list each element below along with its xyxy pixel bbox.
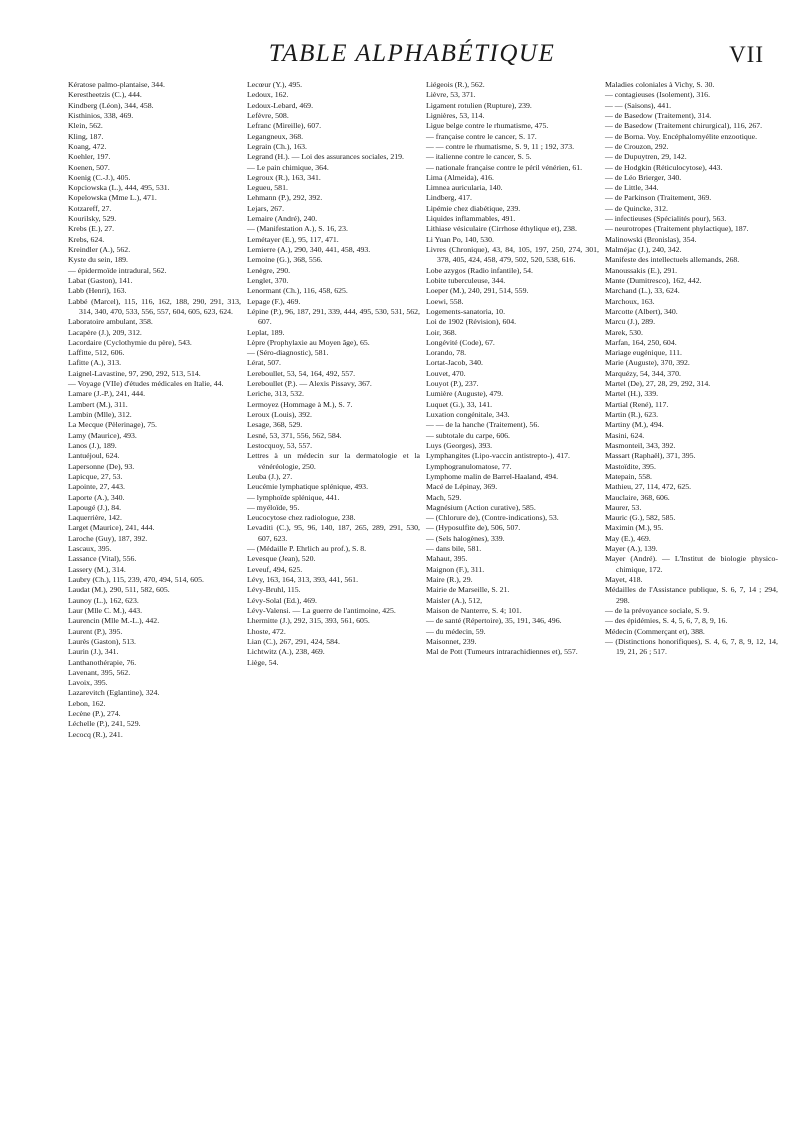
index-entry: Mayer (André). — L'Institut de biologie physico-chimique, 172. [605, 554, 778, 574]
page-title: TABLE ALPHABÉTIQUE [268, 40, 556, 67]
index-columns [68, 80, 780, 1140]
index-entry: Médailles de l'Assistance publique, S. 6, 7, 14 ; 294, 298. [605, 585, 778, 605]
index-entry: Maladies coloniales à Vichy, S. 30. [605, 80, 715, 89]
index-entry: Labbé (Marcel), 115, 116, 162, 188, 290, 291, 313, 314, 340, 470, 533, 556, 557, 604, 605, 623, 624. [68, 296, 241, 316]
index-entry: Laporte (A.), 340. [68, 492, 125, 502]
index-entry: Kopciowska (L.), 444, 495, 531. [68, 183, 170, 193]
index-entry: Kourilsky, 529. [68, 214, 117, 224]
index-entry: Marchoux, 163. [605, 296, 655, 306]
index-entry: Leucocytose chez radiologue, 238. [247, 513, 356, 523]
index-entry: — du médecin, 59. [426, 626, 486, 636]
index-entry: Lassance (Vital), 556. [68, 554, 137, 564]
index-entry: Malinowski (Bronislas), 354. [605, 234, 697, 244]
index-entry: Mathieu, 27, 114, 472, 625. [605, 482, 692, 492]
index-entry: Laquerrière, 142. [68, 513, 122, 523]
index-entry: Louvet, 470. [426, 368, 466, 378]
index-entry: Kisthinios, 338, 469. [68, 110, 134, 120]
index-entry: Livres (Chronique), 43, 84, 105, 197, 250, 274, 301, 378, 405, 424, 458, 479, 502, 520, 538, 616. [426, 245, 599, 265]
index-entry: Loir, 368. [426, 327, 457, 337]
index-entry: Lehmann (P.), 292, 392. [247, 193, 323, 203]
index-entry: Kindberg (Léon), 344, 458. [68, 100, 154, 110]
index-entry: Léchelle (P.), 241, 529. [68, 719, 141, 729]
index-entry: Loeper (M.), 240, 291, 514, 559. [426, 286, 529, 296]
page-header [60, 40, 764, 76]
index-entry: Manifeste des intellectuels allemands, 268. [605, 255, 740, 265]
index-entry: Mayet, 418. [605, 575, 643, 584]
index-entry: Lorando, 78. [426, 348, 467, 358]
index-entry: Labat (Gaston), 141. [68, 275, 133, 285]
index-entry: Lemétayer (E.), 95, 117, 471. [247, 234, 339, 244]
index-entry: — de Basedow (Traitement), 314. [605, 110, 712, 120]
index-entry: Lesage, 368, 529. [247, 420, 303, 430]
index-column-4 [605, 80, 778, 1140]
index-entry: — Le pain chimique, 364. [247, 162, 329, 172]
index-entry: Mante (Dumitresco), 162, 442. [605, 275, 702, 285]
index-entry: Liège, 54. [247, 657, 279, 667]
index-entry: — dans bile, 581. [426, 544, 482, 554]
index-entry: Ligue belge contre le rhumatisme, 475. [426, 121, 549, 131]
index-entry: Lamy (Maurice), 493. [68, 430, 137, 440]
index-entry: — (Distinctions honorifiques), S. 4, 6, 7, 8, 9, 12, 14, 19, 21, 26 ; 517. [605, 636, 778, 657]
index-entry: Lévy-Bruhl, 115. [247, 585, 301, 595]
index-entry: Kling, 187. [68, 131, 104, 141]
index-entry: — italienne contre le cancer, S. 5. [426, 152, 532, 162]
index-entry: Leroux (Louis), 392. [247, 410, 312, 419]
index-entry: Maximin (M.), 95. [605, 523, 664, 533]
index-column-1 [68, 80, 241, 1140]
index-entry: — — de la hanche (Traitement), 56. [426, 420, 540, 430]
page-number: VII [729, 42, 764, 67]
index-entry: Luys (Georges), 393. [426, 440, 493, 450]
index-entry: Marek, 530. [605, 327, 643, 337]
index-entry: Lapicque, 27, 53. [68, 471, 123, 481]
index-entry: Legueu, 581. [247, 183, 288, 193]
index-entry: — de Basedow (Traitement chirurgical), 116, 267. [605, 121, 763, 131]
index-entry: Lavoix, 395. [68, 678, 108, 688]
index-entry: — de Quincke, 312. [605, 203, 669, 213]
index-entry: Kerestheetzis (C.), 444. [68, 90, 142, 100]
index-entry: Kotzareff, 27. [68, 203, 112, 213]
index-entry: — — contre le rhumatisme, S. 9, 11 ; 192, 373. [426, 141, 575, 151]
index-entry: Lemierre (A.), 290, 340, 441, 458, 493. [247, 245, 371, 254]
index-entry: Lanthanothérapie, 76. [68, 657, 137, 667]
index-entry: Lipémie chez diabétique, 239. [426, 203, 521, 213]
index-entry: Masmonteil, 343, 392. [605, 440, 676, 450]
index-entry: Macé de Lépinay, 369. [426, 482, 498, 492]
index-entry: Marfan, 164, 250, 604. [605, 337, 677, 347]
index-entry: Lignières, 53, 114. [426, 110, 485, 120]
index-entry: — lymphoïde splénique, 441. [247, 492, 340, 502]
index-entry: Kératose palmo-plantaise, 344. [68, 80, 165, 89]
index-entry: — de Hodgkin (Réticulocytose), 443. [605, 162, 723, 172]
index-entry: Lépine (P.), 96, 187, 291, 339, 444, 495, 530, 531, 562, 607. [247, 306, 420, 327]
index-entry: Longévité (Code), 67. [426, 337, 495, 347]
index-entry: Lérat, 507. [247, 358, 281, 368]
index-entry: Koehler, 197. [68, 152, 111, 162]
index-entry: Massart (Raphaël), 371, 395. [605, 451, 696, 461]
index-entry: Kreindler (A.), 562. [68, 245, 131, 254]
index-entry: Lobite tuberculeuse, 344. [426, 275, 506, 285]
index-entry: Laubry (Ch.), 115, 239, 470, 494, 514, 605. [68, 575, 204, 584]
index-entry: Mal de Pott (Tumeurs intrarachidiennes et), 557. [426, 647, 578, 657]
index-entry: Masini, 624. [605, 430, 645, 440]
index-entry: Limnea auricularia, 140. [426, 183, 503, 193]
index-entry: Leucémie lymphatique splénique, 493. [247, 482, 369, 492]
index-entry: Lobe azygos (Radio infantile), 54. [426, 265, 533, 275]
index-entry: — de la prévoyance sociale, S. 9. [605, 605, 710, 615]
index-entry: Martial (René), 117. [605, 399, 669, 409]
index-entry: Lassery (M.), 314. [68, 564, 126, 574]
index-entry: — (Manifestation A.), S. 16, 23. [247, 224, 348, 234]
index-entry: — nationale française contre le péril vénérien, 61. [426, 162, 583, 172]
index-entry: Koenen, 507. [68, 162, 110, 172]
index-entry: — contagieuses (Isolement), 316. [605, 90, 711, 100]
index-entry: Laurencin (Mlle M.-L.), 442. [68, 616, 160, 626]
index-entry: Legroux (R.), 163, 341. [247, 172, 321, 182]
index-entry: — subtotale du carpe, 606. [426, 430, 511, 440]
index-entry: Kyste du sein, 189. [68, 255, 128, 265]
index-entry: Magnésium (Action curative), 585. [426, 502, 536, 512]
index-entry: Lapersonne (De), 93. [68, 461, 135, 471]
index-entry: — épidermoïde intradural, 562. [68, 265, 167, 275]
index-entry: — de Parkinson (Traitement, 369. [605, 193, 712, 203]
index-entry: Krebs, 624. [68, 234, 105, 244]
index-entry: Lacordaire (Cyclothymie du père), 543. [68, 337, 192, 347]
index-entry: Legrain (Ch.), 163. [247, 141, 307, 151]
index-entry: Liquides inflammables, 491. [426, 214, 516, 224]
index-entry: May (E.), 469. [605, 533, 651, 543]
index-entry: Martel (H.), 339. [605, 389, 659, 399]
index-entry: Lhermitte (J.), 292, 315, 393, 561, 605. [247, 616, 370, 626]
index-entry: Larget (Maurice), 241, 444. [68, 523, 155, 533]
index-entry: Laurent (P.), 395. [68, 626, 123, 636]
index-entry: Marchand (L.), 33, 624. [605, 286, 680, 296]
index-entry: Lenormant (Ch.), 116, 458, 625. [247, 286, 348, 296]
index-entry: — (Séro-diagnostic), 581. [247, 348, 329, 358]
index-entry: Louyot (P.), 237. [426, 379, 479, 389]
index-entry: — de Borna. Voy. Encéphalomyélite enzootique. [605, 131, 758, 141]
index-entry: Lepage (F.), 469. [247, 296, 301, 306]
index-column-3 [426, 80, 599, 1140]
index-entry: Martel (De), 27, 28, 29, 292, 314. [605, 379, 711, 389]
index-entry: Maurer, 53. [605, 502, 642, 512]
index-entry: Klein, 562. [68, 121, 103, 131]
index-entry: Lévy-Solal (Ed.), 469. [247, 595, 317, 605]
index-entry: Lhoste, 472. [247, 626, 286, 636]
index-entry: Lettres à un médecin sur la dermatologie et la vénéréologie, 250. [247, 451, 420, 471]
index-entry: Mahaut, 395. [426, 554, 468, 564]
index-entry: Laur (Mlle C. M.), 443. [68, 605, 143, 615]
index-entry: Lamare (J.-P.), 241, 444. [68, 389, 146, 399]
index-entry: Lapointe, 27, 443. [68, 482, 125, 492]
index-entry: — de Léo Brierger, 340. [605, 172, 682, 182]
index-entry: Levesque (Jean), 520. [247, 554, 316, 564]
index-entry: Kopelowska (Mme L.), 471. [68, 193, 157, 203]
index-entry: Legrand (H.). — Loi des assurances sociales, 219. [247, 152, 404, 162]
index-entry: Lambin (Mlle), 312. [68, 410, 132, 419]
index-entry: Mairie de Marseille, S. 21. [426, 585, 510, 595]
index-entry: Lima (Almeida), 416. [426, 172, 494, 182]
index-entry: Lascaux, 395. [68, 544, 112, 554]
index-entry: Lenègre, 290. [247, 265, 291, 275]
index-entry: — de santé (Répertoire), 35, 191, 346, 496. [426, 616, 562, 626]
index-entry: Koang, 472. [68, 141, 107, 151]
index-entry: Lévy, 163, 164, 313, 393, 441, 561. [247, 575, 359, 584]
index-entry: Laurin (J.), 341. [68, 647, 119, 657]
index-entry: Mariage eugénique, 111. [605, 348, 682, 358]
index-entry: Lemoine (G.), 368, 556. [247, 255, 323, 265]
index-entry: Marquézy, 54, 344, 370. [605, 368, 681, 378]
index-entry: Lacapère (J.), 209, 312. [68, 327, 142, 337]
index-entry: Lapougé (J.), 84. [68, 502, 122, 512]
index-entry: Leveuf, 494, 625. [247, 564, 303, 574]
index-entry: Malméjac (J.), 240, 342. [605, 245, 682, 254]
index-entry: Lantuéjoul, 624. [68, 451, 120, 461]
index-entry: Marcotte (Albert), 340. [605, 306, 678, 316]
index-entry: Levaditi (C.), 95, 96, 140, 187, 265, 289, 291, 530, 607, 623. [247, 523, 420, 543]
index-entry: Maisler (A.), 512, [426, 595, 483, 605]
index-entry: Laboratoire ambulant, 358. [68, 317, 153, 327]
index-entry: Krebs (E.), 27. [68, 224, 115, 234]
index-entry: — (Médaille P. Ehrlich au prof.), S. 8. [247, 544, 367, 554]
index-entry: Lithiase vésiculaire (Cirrhose éthylique et), 238. [426, 224, 577, 234]
index-entry: Laffitte, 512, 606. [68, 348, 125, 358]
index-entry: Médecin (Commerçant et), 388. [605, 626, 705, 636]
index-entry: Lazarevitch (Eglantine), 324. [68, 688, 160, 698]
index-entry: — (Hyposulfite de), 506, 507. [426, 523, 521, 533]
index-entry: Marie (Auguste), 370, 392. [605, 358, 690, 368]
index-entry: Koenig (C.-J.), 405. [68, 172, 131, 182]
index-entry: Lévy-Valensi. — La guerre de l'antimoine, 425. [247, 605, 396, 615]
index-entry: Lecœur (Y.), 495. [247, 80, 303, 89]
index-entry: Laroche (Guy), 187, 392. [68, 533, 148, 543]
index-entry: Lejars, 267. [247, 203, 285, 213]
index-entry: Lian (C.), 267, 291, 424, 584. [247, 636, 340, 646]
index-entry: — — (Saisons), 441. [605, 100, 672, 110]
index-entry: Lumière (Auguste), 479. [426, 389, 504, 399]
index-entry: Loi de 1902 (Révision), 604. [426, 317, 517, 327]
index-entry: Mach, 529. [426, 492, 462, 502]
index-entry: Lichtwitz (A.), 238, 469. [247, 647, 325, 657]
index-column-2 [247, 80, 420, 1140]
index-entry: Ligament rotulien (Rupture), 239. [426, 100, 532, 110]
index-entry: Martiny (M.), 494. [605, 420, 664, 430]
index-entry: Maison de Nanterre, S. 4; 101. [426, 605, 522, 615]
index-entry: Lecocq (R.), 241. [68, 729, 123, 739]
index-entry: Lecène (P.), 274. [68, 709, 121, 719]
index-entry: Lemaire (André), 240. [247, 214, 318, 224]
index-entry: — des épidémies, S. 4, 5, 6, 7, 8, 9, 16. [605, 616, 728, 626]
index-entry: Logements-sanatoria, 10. [426, 306, 506, 316]
index-entry: Luxation congénitale, 343. [426, 410, 510, 419]
index-entry: Lambert (M.), 311. [68, 399, 128, 409]
index-entry: — neurotropes (Traitement phylactique), 187. [605, 224, 749, 234]
index-entry: Lindberg, 417. [426, 193, 472, 203]
index-entry: Liégeois (R.), 562. [426, 80, 485, 89]
index-entry: Maisonnet, 239. [426, 636, 477, 646]
index-entry: Leriche, 313, 532. [247, 389, 304, 399]
index-entry: Li Yuan Po, 140, 530. [426, 234, 494, 244]
index-entry: Lereboullet (P.). — Alexis Pissavy, 367. [247, 379, 372, 389]
index-entry: Laudat (M.), 290, 511, 582, 605. [68, 585, 170, 595]
index-entry: Lefranc (Mireille), 607. [247, 121, 322, 131]
index-entry: — de Dupuytren, 29, 142. [605, 152, 687, 162]
index-entry: Mastoïdite, 395. [605, 461, 656, 471]
index-entry: Lavenant, 395, 562. [68, 667, 131, 677]
index-entry: — myéloïde, 95. [247, 502, 300, 512]
index-entry: Leplat, 189. [247, 327, 285, 337]
index-entry: Marcu (J.), 289. [605, 317, 656, 327]
index-entry: Lanos (J.), 189. [68, 440, 117, 450]
index-entry: Mauric (G.), 582, 585. [605, 513, 676, 523]
index-entry: — de Little, 344. [605, 183, 659, 193]
index-entry: Manoussakis (E.), 291. [605, 265, 678, 275]
index-entry: Lenglet, 370. [247, 275, 289, 285]
index-entry: Lièvre, 53, 371. [426, 90, 476, 100]
index-entry: Mauclaire, 368, 606. [605, 492, 670, 502]
index-entry: Laignel-Lavastine, 97, 290, 292, 513, 514. [68, 368, 201, 378]
index-entry: Mayer (A.), 139. [605, 544, 658, 554]
index-entry: Loewi, 558. [426, 296, 464, 306]
index-entry: Ledoux-Lebard, 469. [247, 100, 314, 110]
index-entry: Lestocquoy, 53, 557. [247, 440, 313, 450]
index-entry: Laurès (Gaston), 513. [68, 636, 136, 646]
index-entry: Lymphogranulomatose, 77. [426, 461, 512, 471]
index-entry: Labb (Henri), 163. [68, 286, 127, 296]
index-entry: Legangneux, 368. [247, 131, 304, 141]
index-entry: Luquet (G.), 33, 141. [426, 399, 493, 409]
index-entry: Lortat-Jacob, 340. [426, 358, 483, 368]
index-entry: — de Crouzon, 292. [605, 141, 669, 151]
index-entry: Matepain, 558. [605, 471, 652, 481]
index-entry: Lymphangites (Lipo-vaccin antistrepto-), 417. [426, 451, 570, 461]
index-entry: — française contre le cancer, S. 17. [426, 131, 537, 141]
index-entry: Lesné, 53, 371, 556, 562, 584. [247, 430, 342, 440]
index-entry: Launoy (L.), 162, 623. [68, 595, 139, 605]
index-entry: Leuba (J.), 27. [247, 471, 293, 481]
index-entry: Lermoyez (Hommage à M.), S. 7. [247, 399, 353, 409]
index-entry: Maignon (F.), 311. [426, 564, 485, 574]
index-entry: — infectieuses (Spécialités pour), 563. [605, 214, 727, 224]
index-entry: La Mecque (Pèlerinage), 75. [68, 420, 157, 430]
index-entry: — Voyage (VIIe) d'études médicales en Italie, 44. [68, 379, 224, 389]
index-entry: Lereboullet, 53, 54, 164, 492, 557. [247, 368, 356, 378]
index-entry: Ledoux, 162. [247, 90, 289, 100]
index-entry: Lafitte (A.), 313. [68, 358, 122, 368]
index-entry: — (Sels halogènes), 339. [426, 533, 505, 543]
index-entry: Lefèvre, 508. [247, 110, 289, 120]
index-entry: Maire (R.), 29. [426, 575, 473, 584]
index-entry: — (Chlorure de), (Contre-indications), 53. [426, 513, 559, 523]
index-entry: Lymphome malin de Barrel-Haaland, 494. [426, 471, 559, 481]
index-entry: Lèpre (Prophylaxie au Moyen âge), 65. [247, 337, 370, 347]
index-entry: Lebon, 162. [68, 698, 106, 708]
index-entry: Martin (R.), 623. [605, 410, 659, 419]
